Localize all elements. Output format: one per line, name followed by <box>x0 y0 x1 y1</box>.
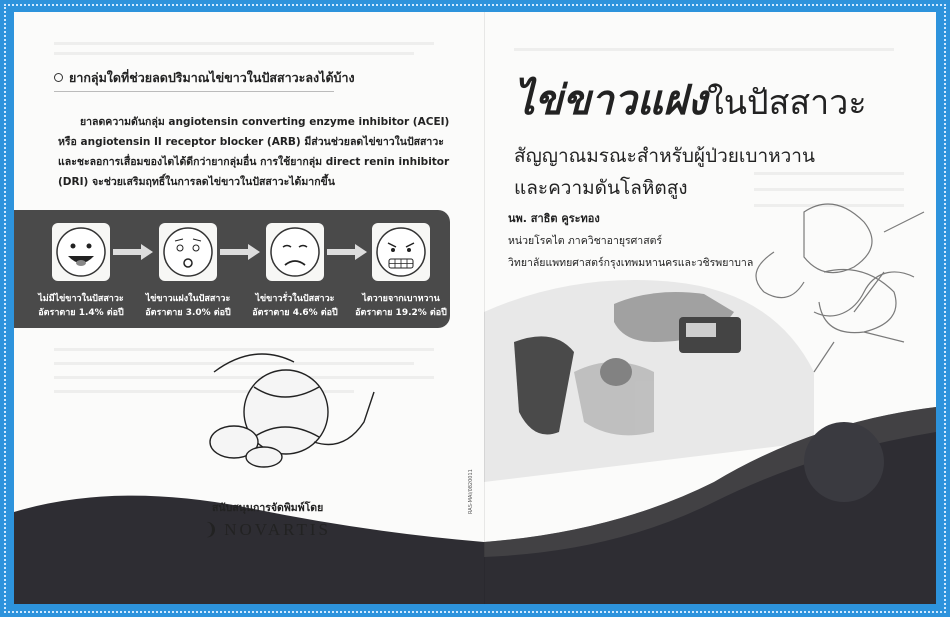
sponsor-text: สนับสนุนการจัดพิมพ์โดย <box>212 502 324 514</box>
bullet-icon <box>54 73 63 82</box>
logo-text: NOVARTIS <box>224 520 331 539</box>
author-department: หน่วยโรคไต ภาควิชาอายุรศาสตร์ <box>508 235 663 247</box>
paragraph-line: หรือ angiotensin II receptor blocker (ARB) มีส่วนช่วยลดไข่ขาวในปัสสาวะ <box>58 136 444 148</box>
worried-face-icon <box>159 223 217 281</box>
novartis-mark-icon: ❩ <box>204 520 219 539</box>
arrow-right-icon <box>327 244 367 260</box>
title-bold: ไข่ขาวแฝง <box>514 76 708 124</box>
stage-rate: อัตราตาย 19.2% ต่อปี <box>355 308 447 318</box>
stage-proteinuria <box>240 292 350 320</box>
stage-rate: อัตราตาย 3.0% ต่อปี <box>145 308 231 318</box>
stage-label: ไข่ขาวรั่วในปัสสาวะ <box>255 294 335 304</box>
cover-subtitle <box>514 140 815 204</box>
stage-rate: อัตราตาย 1.4% ต่อปี <box>38 308 124 318</box>
novartis-logo <box>204 520 331 540</box>
subtitle-line: และความดันโลหิตสูง <box>514 177 688 199</box>
subtitle-line: สัญญาณมรณะสำหรับผู้ป่วยเบาหวาน <box>514 145 815 167</box>
paragraph-line: และชะลอการเสื่อมของไตได้ดีกว่ายากลุ่มอื่น การใช้ยากลุ่ม direct renin inhibitor <box>58 156 450 168</box>
arrow-right-icon <box>113 244 153 260</box>
heading-text: ยากลุ่มใดที่ช่วยลดปริมาณไข่ขาวในปัสสาวะลงได้บ้าง <box>69 70 355 85</box>
author-school: วิทยาลัยแพทยศาสตร์กรุงเทพมหานครและวชิรพยาบาล <box>508 257 754 269</box>
distressed-face-icon <box>372 223 430 281</box>
section-heading <box>54 68 355 88</box>
stage-no-protein <box>26 292 136 320</box>
stage-label: ไตวายจากเบาหวาน <box>362 294 440 304</box>
stage-rate: อัตราตาย 4.6% ต่อปี <box>252 308 338 318</box>
paragraph-line: (DRI) จะช่วยเสริมฤทธิ์ในการลดไข่ขาวในปัสสาวะได้มากขึ้น <box>58 176 335 188</box>
brochure-page <box>14 12 936 604</box>
body-paragraph <box>58 112 458 192</box>
author-name: นพ. สาธิต คูระทอง <box>508 212 600 225</box>
cover-title <box>514 68 867 133</box>
heading-underline <box>54 91 334 92</box>
title-rest: ในปัสสาวะ <box>707 83 867 123</box>
sad-face-icon <box>266 223 324 281</box>
paragraph-line: ยาลดความดันกลุ่ม angiotensin converting enzyme inhibitor (ACEI) <box>80 116 450 128</box>
pills-illustration <box>210 354 374 467</box>
stage-microalbumin <box>133 292 243 320</box>
fold-line <box>484 12 485 604</box>
happy-face-icon <box>52 223 110 281</box>
print-code: RAS-MAI/0820011 <box>468 469 474 514</box>
stage-label: ไข่ขาวแฝงในปัสสาวะ <box>145 294 231 304</box>
arrow-right-icon <box>220 244 260 260</box>
stage-kidney-failure <box>346 292 456 320</box>
stage-label: ไม่มีไข่ขาวในปัสสาวะ <box>38 294 124 304</box>
author-block <box>508 208 753 274</box>
